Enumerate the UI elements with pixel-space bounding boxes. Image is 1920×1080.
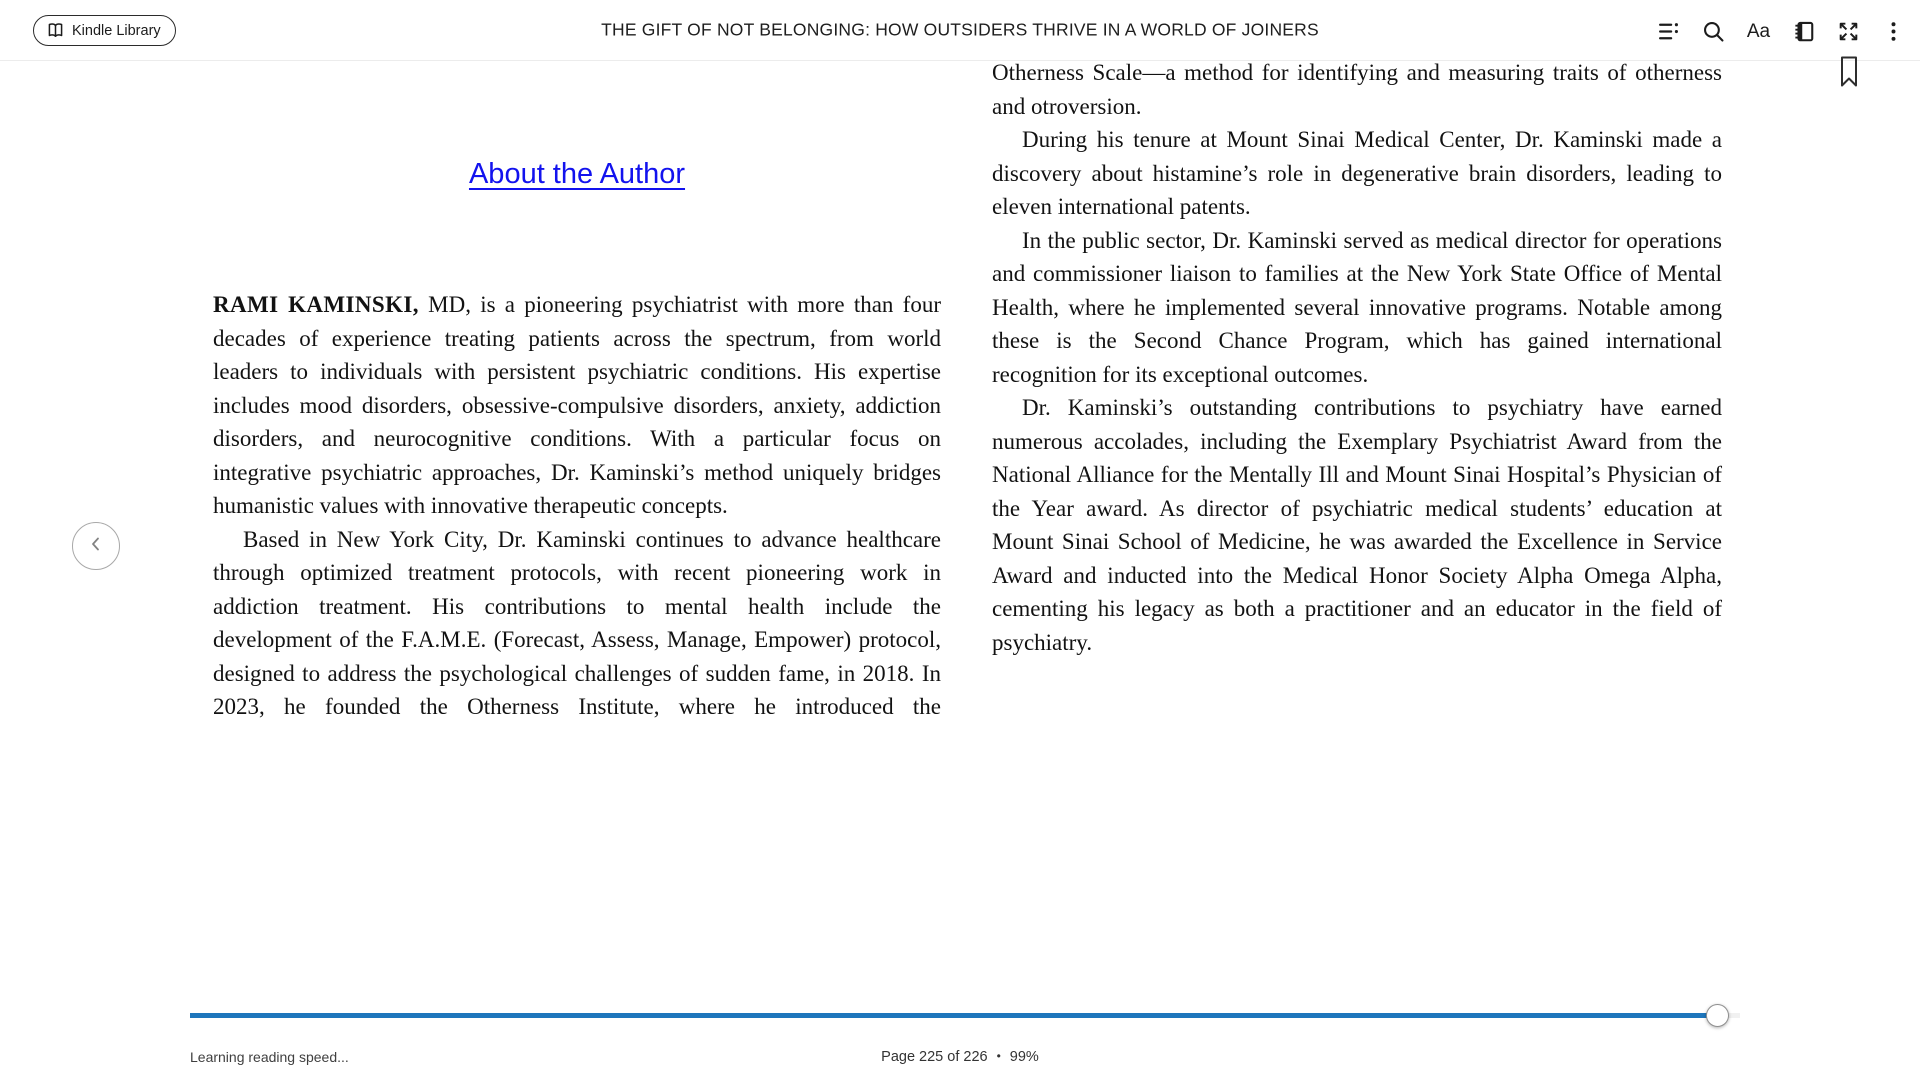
reading-progress-knob[interactable] [1706, 1004, 1729, 1027]
reading-speed-status: Learning reading speed... [190, 1049, 349, 1065]
page-info [0, 1049, 1920, 1065]
fullscreen-icon[interactable] [1836, 19, 1861, 44]
left-text-column [213, 288, 941, 724]
book-paragraph: During his tenure at Mount Sinai Medical Center, Dr. Kaminski made a discovery about histamine’s role in degenerative brain disorders, leading to eleven international patents. [992, 127, 1722, 219]
previous-page-button[interactable] [72, 522, 120, 570]
toc-icon[interactable] [1656, 19, 1681, 44]
bookmark-icon[interactable] [1840, 56, 1858, 93]
page-number-label: Page 225 of 226 [881, 1049, 988, 1065]
kindle-library-label: Kindle Library [72, 22, 161, 39]
open-book-icon [46, 21, 65, 40]
book-paragraph: RAMI KAMINSKI, MD, is a pioneering psychiatrist with more than four decades of experience treating patients across the spectrum, from world leaders to individuals with persistent psychiatric conditions. His expertise includes mood disorders, obsessive-compulsive disorders, anxiety, addiction disorders, and neurocognitive conditions. With a particular focus on integrative psychiatric approaches, Dr. Kaminski’s method uniquely bridges humanistic values with innovative therapeutic concepts. [213, 292, 941, 518]
book-paragraph: Dr. Kaminski’s outstanding contributions to psychiatry have earned numerous accolades, including the Exemplary Psychiatrist Award from the National Alliance for the Mentally Ill and Mount Sinai Hospital’s Physician of the Year award. As director of psychiatric medical students’ education at Mount Sinai School of Medicine, he was awarded the Excellence in Service Award and inducted into the Medical Honor Society Alpha Omega Alpha, cementing his legacy as both a practitioner and an educator in the field of psychiatry. [992, 395, 1722, 655]
book-paragraph: Based in New York City, Dr. Kaminski continues to advance healthcare through optimized treatment protocols, with recent pioneering work in addiction treatment. His contributions to mental health include the development of the F.A.M.E. (Forecast, Assess, Manage, Empower) protocol, designed to address the psychological challenges of sudden fame, in 2018. In 2023, he founded the Otherness Institute, where he introduced the [213, 526, 941, 719]
book-paragraph: In the public sector, Dr. Kaminski served as medical director for operations and commissioner liaison to families at the New York State Office of Mental Health, where he implemented several innovative programs. Notable among these is the Second Chance Program, which has gained international recognition for its exceptional outcomes. [992, 227, 1722, 387]
right-text-column [992, 56, 1722, 659]
reader-toolbar [1656, 0, 1906, 62]
percent-read-label: 99% [1009, 1049, 1039, 1065]
book-paragraph: Otherness Scale—a method for identifying and measuring traits of otherness and otroversion. [992, 60, 1722, 119]
page-layout-icon[interactable] [1791, 19, 1816, 44]
overflow-menu-icon[interactable] [1881, 19, 1906, 44]
chapter-heading-link[interactable]: About the Author [468, 158, 686, 190]
search-icon[interactable] [1701, 19, 1726, 44]
reading-progress-bar[interactable] [190, 1013, 1740, 1018]
reading-progress-fill [190, 1013, 1717, 1018]
separator-dot: • [996, 1049, 1001, 1063]
author-name-lead: RAMI KAMINSKI, [213, 292, 419, 317]
chevron-left-icon [86, 534, 106, 559]
top-bar [0, 0, 1920, 61]
font-settings-icon[interactable] [1746, 19, 1771, 44]
font-settings-label: Aa [1746, 20, 1771, 42]
book-title: THE GIFT OF NOT BELONGING: HOW OUTSIDERS THRIVE IN A WORLD OF JOINERS [601, 19, 1319, 40]
kindle-library-button[interactable] [33, 15, 176, 46]
